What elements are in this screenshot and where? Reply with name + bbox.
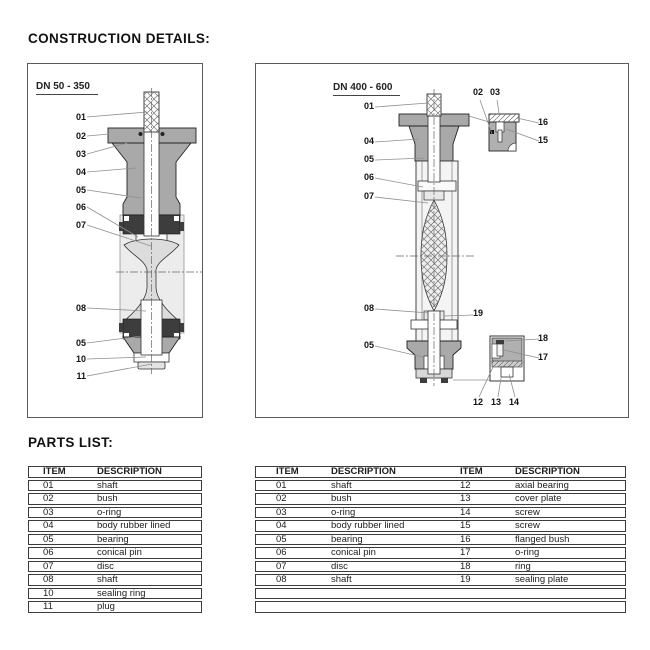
cell-item: 01 <box>43 479 54 491</box>
callout-10: 10 <box>75 354 86 364</box>
cell-description: sealing ring <box>97 587 146 599</box>
parts-table-left <box>28 466 202 615</box>
table-row <box>255 561 626 573</box>
cell-description: screw <box>515 520 540 532</box>
table-row <box>255 493 626 505</box>
diagram-panel-dn50-350 <box>27 63 203 418</box>
cell-item: 11 <box>43 601 53 613</box>
cell-item: 15 <box>460 520 471 532</box>
table-row <box>28 493 202 505</box>
cell-description: axial bearing <box>515 479 569 491</box>
cell-description: sealing plate <box>515 574 569 586</box>
callout-02: 02 <box>75 131 86 141</box>
cell-description: bearing <box>331 533 363 545</box>
cell-item: 04 <box>276 520 287 532</box>
cell-description: shaft <box>331 574 352 586</box>
cell-item: 07 <box>43 560 54 572</box>
col-header-description: DESCRIPTION <box>515 466 580 478</box>
callout-01: 01 <box>363 101 374 111</box>
cell-item: 14 <box>460 506 471 518</box>
callout-03: 03 <box>489 87 500 97</box>
callout-08: 08 <box>363 303 374 313</box>
callout-19: 19 <box>473 308 484 318</box>
callout-18: 18 <box>538 333 549 343</box>
diagram-panel-dn400-600 <box>255 63 629 418</box>
table-row <box>255 507 626 519</box>
callout-12: 12 <box>472 397 483 407</box>
cell-item: 04 <box>43 520 54 532</box>
cell-description: disc <box>331 560 348 572</box>
cell-description: bush <box>97 493 118 505</box>
table-row <box>255 520 626 532</box>
callout-03: 03 <box>75 149 86 159</box>
callout-16: 16 <box>538 117 549 127</box>
cell-item: 13 <box>460 493 471 505</box>
cell-description: ring <box>515 560 531 572</box>
callout-08: 08 <box>75 303 86 313</box>
callout-04: 04 <box>363 136 374 146</box>
callout-07: 07 <box>75 220 86 230</box>
col-header-item: ITEM <box>460 466 483 478</box>
cell-description: screw <box>515 506 540 518</box>
table-row <box>255 480 626 492</box>
cell-description: o-ring <box>97 506 122 518</box>
cell-description: conical pin <box>331 547 376 559</box>
cell-item: 07 <box>276 560 287 572</box>
col-header-item: ITEM <box>276 466 299 478</box>
cell-description: bearing <box>97 533 129 545</box>
callout-14: 14 <box>508 397 519 407</box>
cell-item: 03 <box>276 506 287 518</box>
cell-description: flanged bush <box>515 533 570 545</box>
cell-description: o-ring <box>331 506 356 518</box>
table-row <box>28 601 202 613</box>
callout-05b: 05 <box>75 338 86 348</box>
callout-05: 05 <box>75 185 86 195</box>
parts-list-title: PARTS LIST: <box>28 435 114 450</box>
dn-range-label: DN 50 - 350 <box>36 81 98 95</box>
table-row <box>28 561 202 573</box>
table-row <box>28 520 202 532</box>
cell-description: body rubber lined <box>331 520 405 532</box>
callout-02: 02 <box>472 87 483 97</box>
cell-item: 06 <box>276 547 287 559</box>
cell-item: 08 <box>276 574 287 586</box>
table-row-empty <box>255 588 626 600</box>
cell-item: 16 <box>460 533 471 545</box>
col-header-description: DESCRIPTION <box>97 466 162 478</box>
callout-04: 04 <box>75 167 86 177</box>
callout-05: 05 <box>363 154 374 164</box>
cell-description: shaft <box>97 479 118 491</box>
cell-item: 06 <box>43 547 54 559</box>
table-row <box>28 480 202 492</box>
valve-cross-section-dn50-350 <box>28 64 202 417</box>
col-header-item: ITEM <box>43 466 66 478</box>
cell-item: 10 <box>43 587 54 599</box>
table-header-row <box>255 466 626 478</box>
valve-cross-section-dn400-600 <box>256 64 628 417</box>
cell-item: 01 <box>276 479 287 491</box>
callout-15: 15 <box>538 135 549 145</box>
callout-01: 01 <box>75 112 86 122</box>
cell-item: 12 <box>460 479 471 491</box>
callout-17: 17 <box>538 352 549 362</box>
callout-11: 11 <box>76 371 86 381</box>
cell-item: 19 <box>460 574 471 586</box>
cell-item: 18 <box>460 560 471 572</box>
callout-06: 06 <box>363 172 374 182</box>
cell-item: 02 <box>276 493 287 505</box>
callout-06: 06 <box>75 202 86 212</box>
table-row <box>255 574 626 586</box>
cell-description: shaft <box>331 479 352 491</box>
table-row <box>28 534 202 546</box>
table-row <box>255 547 626 559</box>
col-header-description: DESCRIPTION <box>331 466 396 478</box>
table-row <box>28 547 202 559</box>
cell-description: bush <box>331 493 352 505</box>
cell-description: o-ring <box>515 547 540 559</box>
callout-13: 13 <box>490 397 501 407</box>
table-row-empty <box>255 601 626 613</box>
table-row <box>28 574 202 586</box>
dn-range-label: DN 400 - 600 <box>333 82 400 96</box>
parts-table-right <box>255 466 626 615</box>
cell-item: 05 <box>43 533 54 545</box>
cell-item: 02 <box>43 493 54 505</box>
cell-item: 03 <box>43 506 54 518</box>
cell-description: body rubber lined <box>97 520 171 532</box>
cell-description: conical pin <box>97 547 142 559</box>
callout-05b: 05 <box>363 340 374 350</box>
cell-description: cover plate <box>515 493 562 505</box>
table-row <box>28 588 202 600</box>
cell-item: 05 <box>276 533 287 545</box>
cell-description: shaft <box>97 574 118 586</box>
cell-description: plug <box>97 601 115 613</box>
callout-07: 07 <box>363 191 374 201</box>
cell-description: disc <box>97 560 114 572</box>
table-header-row <box>28 466 202 478</box>
table-row <box>28 507 202 519</box>
construction-details-title: CONSTRUCTION DETAILS: <box>28 31 211 46</box>
cell-item: 08 <box>43 574 54 586</box>
detail-inset-bottom <box>490 336 524 381</box>
cell-item: 17 <box>460 547 471 559</box>
table-row <box>255 534 626 546</box>
